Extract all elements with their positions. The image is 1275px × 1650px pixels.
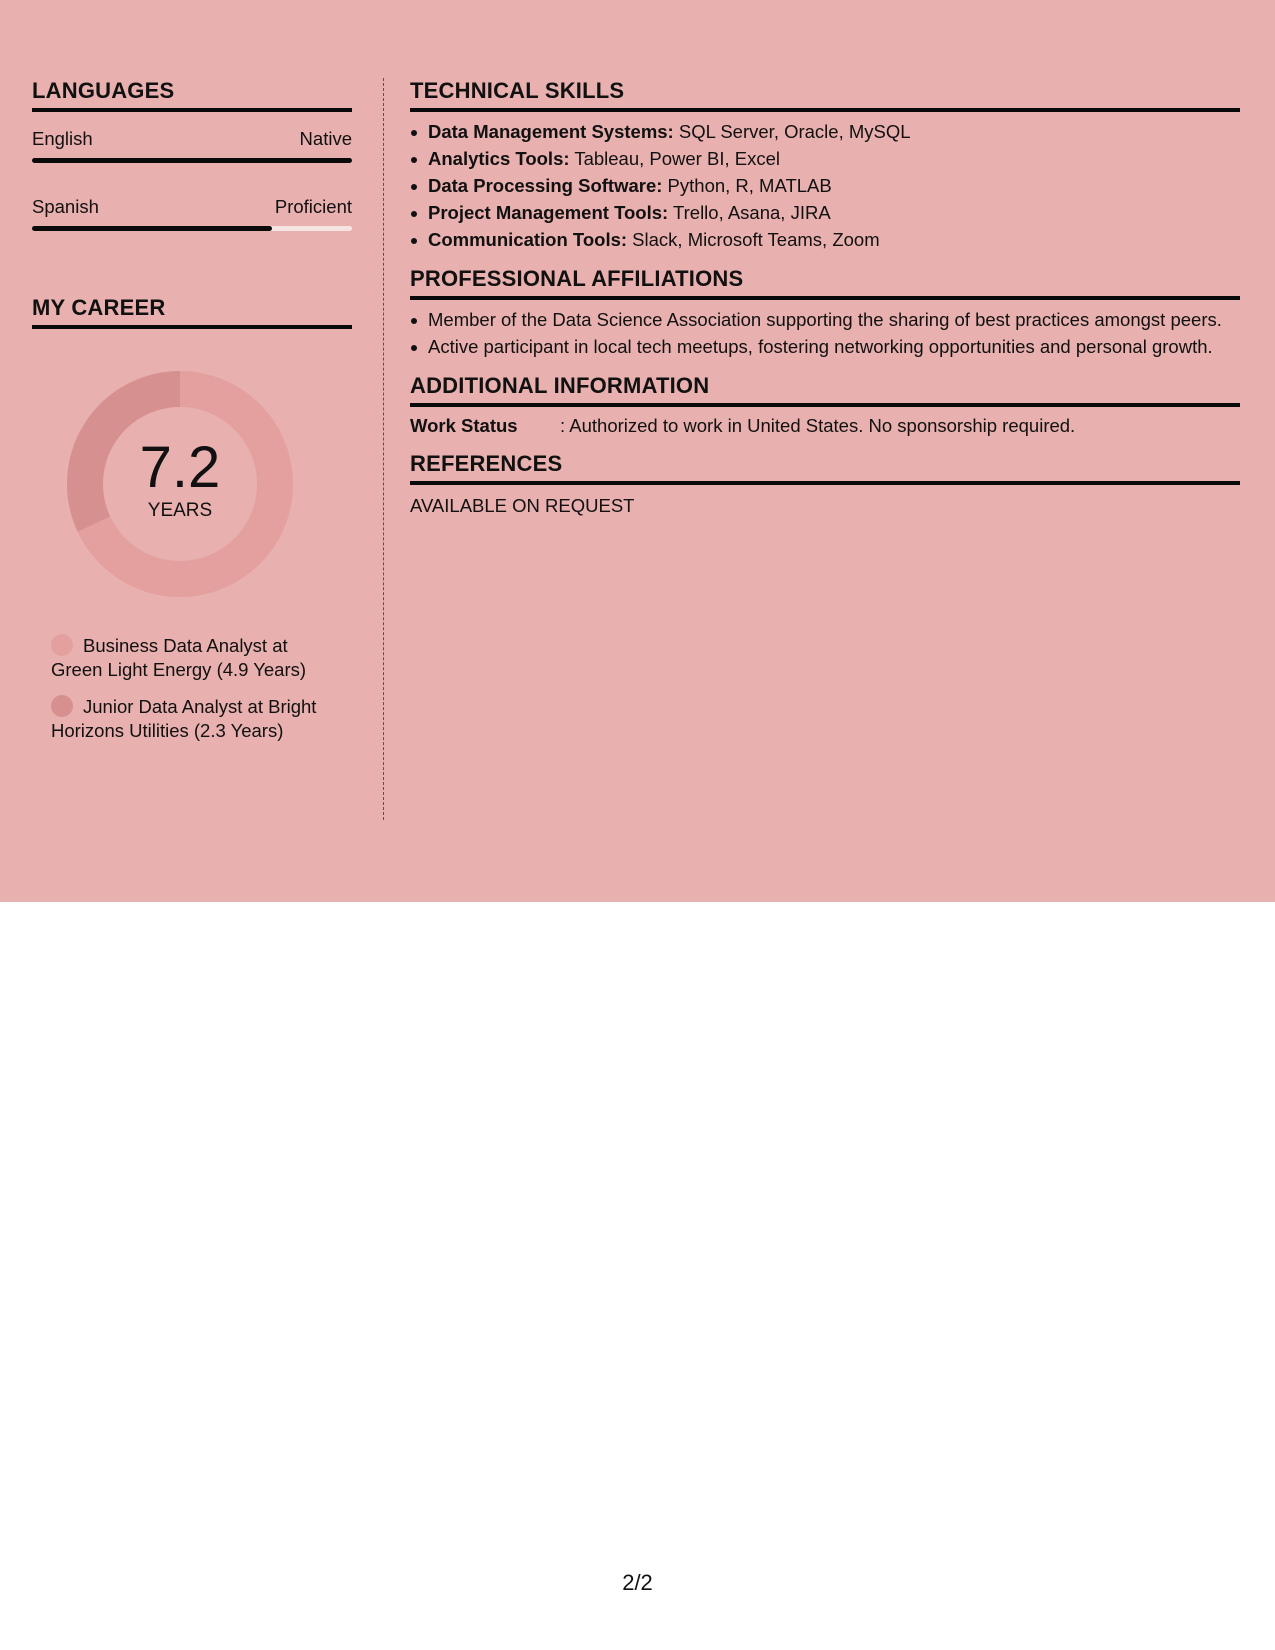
career-role-label: Junior Data Analyst at Bright Horizons Utilities (2.3 Years) (51, 696, 317, 741)
language-proficiency-bar (32, 226, 352, 231)
column-divider (383, 78, 384, 820)
work-status-value: : Authorized to work in United States. No sponsorship required. (560, 415, 1076, 436)
legend-dot-icon (51, 634, 73, 656)
skill-values: Tableau, Power BI, Excel (569, 148, 780, 169)
skill-item (410, 174, 1240, 198)
affiliations-section (410, 266, 1240, 359)
affiliation-item: Member of the Data Science Association supporting the sharing of best practices amongst peers. (410, 308, 1240, 332)
career-section (32, 295, 352, 743)
technical-skills-title: TECHNICAL SKILLS (410, 78, 1240, 112)
career-donut-chart (65, 369, 295, 599)
skill-category: Analytics Tools: (428, 148, 570, 169)
skill-category: Communication Tools: (428, 229, 628, 250)
career-role-label: Business Data Analyst at Green Light Energy (4.9 Years) (51, 635, 307, 680)
page-number: 2/2 (622, 1570, 653, 1595)
additional-info-title: ADDITIONAL INFORMATION (410, 373, 1240, 407)
language-proficiency-fill (32, 158, 352, 163)
skill-values: Trello, Asana, JIRA (668, 202, 831, 223)
skill-item (410, 228, 1240, 252)
affiliations-title: PROFESSIONAL AFFILIATIONS (410, 266, 1240, 300)
technical-skills-section (410, 78, 1240, 252)
affiliations-list (410, 308, 1240, 359)
right-column (410, 78, 1240, 531)
language-level: Proficient (274, 196, 352, 217)
additional-info-section (410, 373, 1240, 437)
work-status-label: Work Status (410, 415, 518, 436)
languages-section (32, 78, 352, 231)
language-item-spanish (32, 196, 352, 231)
career-total-unit: YEARS (147, 500, 213, 521)
career-total-years: 7.2 (139, 435, 221, 500)
language-item-english (32, 128, 352, 163)
career-legend (32, 634, 332, 743)
language-level: Native (299, 128, 352, 149)
language-proficiency-bar (32, 158, 352, 163)
legend-dot-icon (51, 695, 73, 717)
skill-category: Project Management Tools: (428, 202, 669, 223)
language-name: Spanish (32, 196, 99, 217)
technical-skills-list (410, 120, 1240, 252)
career-legend-item (51, 634, 332, 682)
left-column (32, 78, 352, 756)
skill-values: SQL Server, Oracle, MySQL (673, 121, 911, 142)
skill-values: Python, R, MATLAB (662, 175, 832, 196)
language-name: English (32, 128, 93, 149)
career-title: MY CAREER (32, 295, 352, 329)
language-proficiency-fill (32, 226, 272, 231)
references-title: REFERENCES (410, 451, 1240, 485)
skill-category: Data Management Systems: (428, 121, 674, 142)
skill-item (410, 120, 1240, 144)
references-section (410, 451, 1240, 517)
skill-category: Data Processing Software: (428, 175, 663, 196)
languages-title: LANGUAGES (32, 78, 352, 112)
affiliation-item: Active participant in local tech meetups, fostering networking opportunities and personal growth. (410, 335, 1240, 359)
skill-item (410, 147, 1240, 171)
skill-values: Slack, Microsoft Teams, Zoom (627, 229, 880, 250)
career-legend-item (51, 695, 332, 743)
references-text: AVAILABLE ON REQUEST (410, 495, 635, 516)
skill-item (410, 201, 1240, 225)
work-status-row (410, 415, 1240, 437)
